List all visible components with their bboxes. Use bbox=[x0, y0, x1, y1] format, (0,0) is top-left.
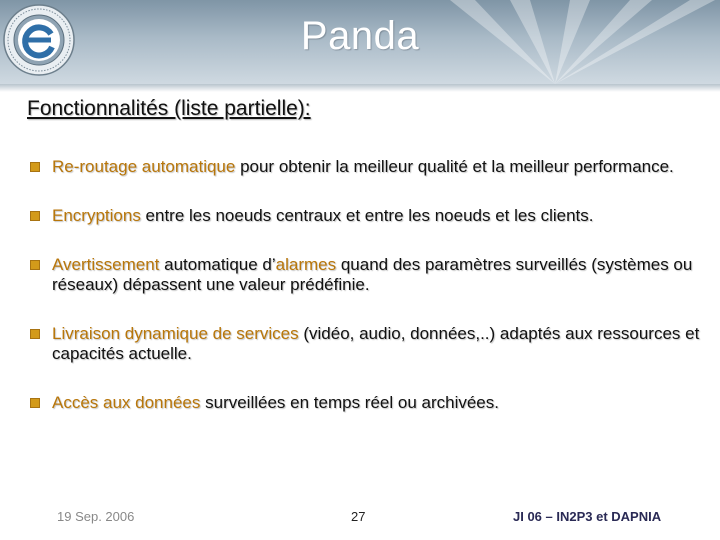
feature-text: (vidéo, audio, données,..) adaptés aux ressources et capacités actuelle. bbox=[52, 324, 700, 363]
list-item bbox=[28, 324, 718, 364]
list-item bbox=[28, 255, 718, 295]
feature-text: automatique d’ bbox=[159, 255, 276, 274]
header-band bbox=[0, 0, 720, 84]
square-bullet-icon bbox=[30, 260, 40, 270]
feature-highlight: Accès aux données bbox=[52, 393, 201, 412]
slide-title: Panda bbox=[300, 14, 420, 58]
footer-date: 19 Sep. 2006 bbox=[57, 509, 135, 524]
feature-highlight: Re-routage automatique bbox=[52, 157, 236, 176]
square-bullet-icon bbox=[30, 329, 40, 339]
list-item bbox=[28, 206, 718, 226]
feature-list bbox=[28, 157, 718, 413]
feature-text: surveillées en temps réel ou archivées. bbox=[200, 393, 499, 412]
feature-text: pour obtenir la meilleur qualité et la meilleur performance. bbox=[235, 157, 674, 176]
feature-text: quand des paramètres surveillés (systèmes ou réseaux) dépassent une valeur prédéfinie. bbox=[52, 255, 693, 294]
list-item bbox=[28, 157, 718, 177]
square-bullet-icon bbox=[30, 398, 40, 408]
section-heading: Fonctionnalités (liste partielle): bbox=[27, 97, 311, 120]
feature-highlight: Encryptions bbox=[52, 206, 141, 225]
list-item bbox=[28, 393, 718, 413]
feature-highlight: alarmes bbox=[275, 255, 337, 274]
square-bullet-icon bbox=[30, 162, 40, 172]
feature-text: entre les noeuds centraux et entre les noeuds et les clients. bbox=[140, 206, 594, 225]
feature-highlight: Avertissement bbox=[52, 255, 160, 274]
header-shadow bbox=[0, 84, 720, 92]
page-number: 27 bbox=[351, 509, 366, 524]
footer-event: JI 06 – IN2P3 et DAPNIA bbox=[513, 509, 662, 524]
square-bullet-icon bbox=[30, 211, 40, 221]
feature-highlight: Livraison dynamique de services bbox=[52, 324, 299, 343]
